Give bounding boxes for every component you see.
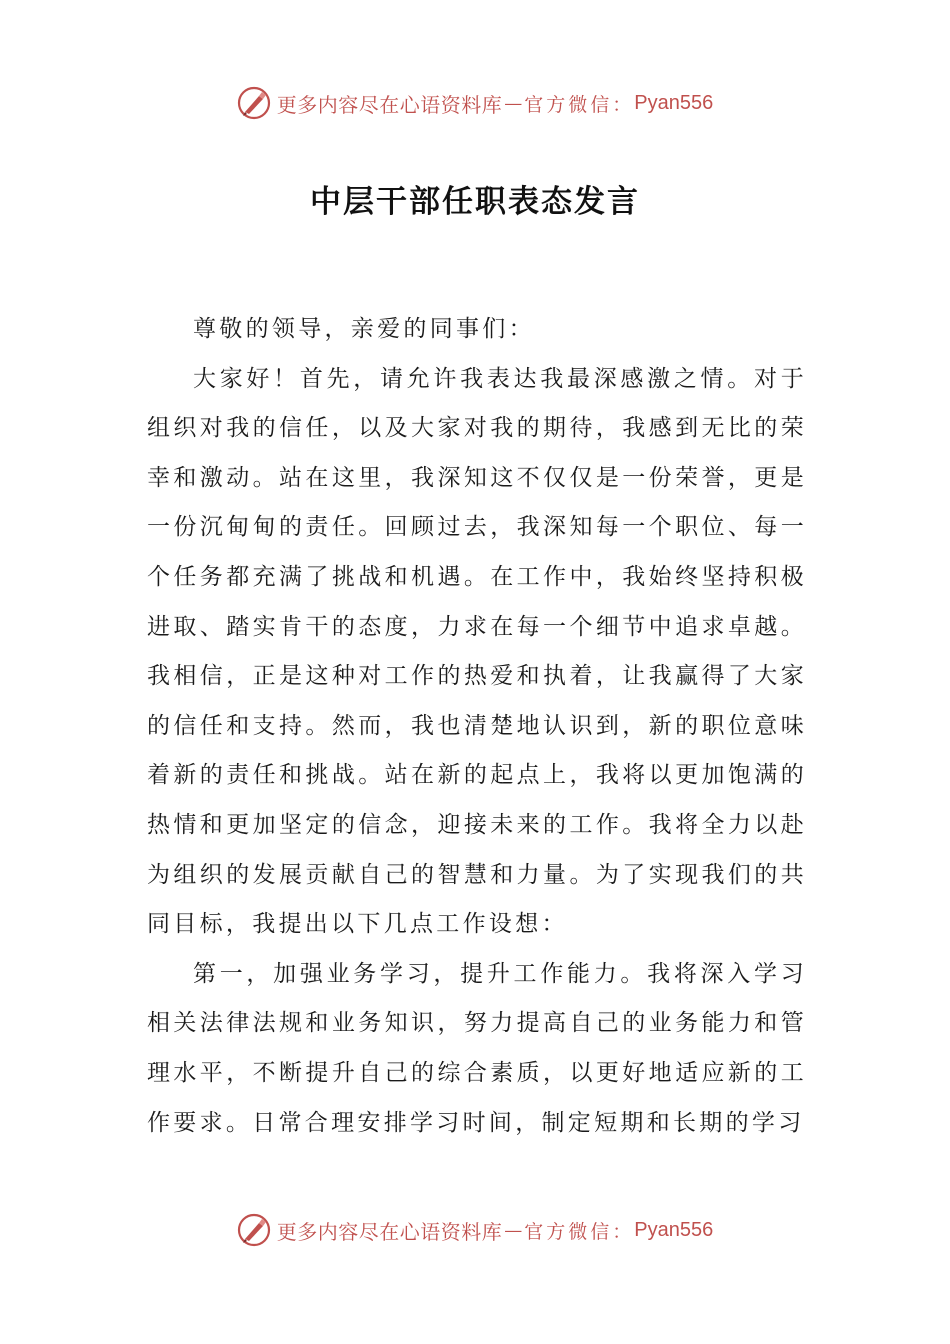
footer-main-text: 更多内容尽在心语资料库 [276,1219,503,1244]
footer-wechat-id: Pyan556 [634,1218,714,1241]
banner-wechat-label: 官方微信： [524,93,635,116]
footer-banner [0,1210,950,1250]
body-paragraph-1: 大家好！首先，请允许我表达我最深感激之情。对于组织对我的信任，以及大家对我的期待，我感到无比的荣幸和激动。站在这里，我深知这不仅仅是一份荣誉，更是一份沉甸甸的责任。回顾过去，我深知每一个职位、每一个任务都充满了挑战和机遇。在工作中，我始终坚持积极进取、踏实肯干的态度，力求在每一个细节中追求卓越。我相信，正是这种对工作的热爱和执着，让我赢得了大家的信任和支持。然而，我也清楚地认识到，新的职位意味着新的责任和挑战。站在新的起点上，我将以更加饱满的热情和更加坚定的信念，迎接未来的工作。我将全力以赴为组织的发展贡献自己的智慧和力量。为了实现我们的共同目标，我提出以下几点工作设想： [147,365,807,938]
pen-logo-icon [237,86,271,120]
document-body [147,305,807,1148]
footer-wechat-label: 官方微信： [524,1220,635,1243]
footer-separator: — [504,1219,523,1241]
header-banner [0,83,950,123]
body-paragraph-2: 第一，加强业务学习，提升工作能力。我将深入学习相关法律法规和业务知识，努力提高自己的业务能力和管理水平，不断提升自己的综合素质，以更好地适应新的工作要求。日常合理安排学习时间，制定短期和长期的学习 [147,960,807,1136]
document-title: 中层干部任职表态发言 [310,184,640,220]
banner-main-text: 更多内容尽在心语资料库 [276,92,503,117]
salutation-paragraph: 尊敬的领导，亲爱的同事们： [193,316,535,342]
pen-logo-icon [237,1213,271,1247]
banner-separator: — [504,92,523,114]
banner-wechat-id: Pyan556 [634,91,714,114]
